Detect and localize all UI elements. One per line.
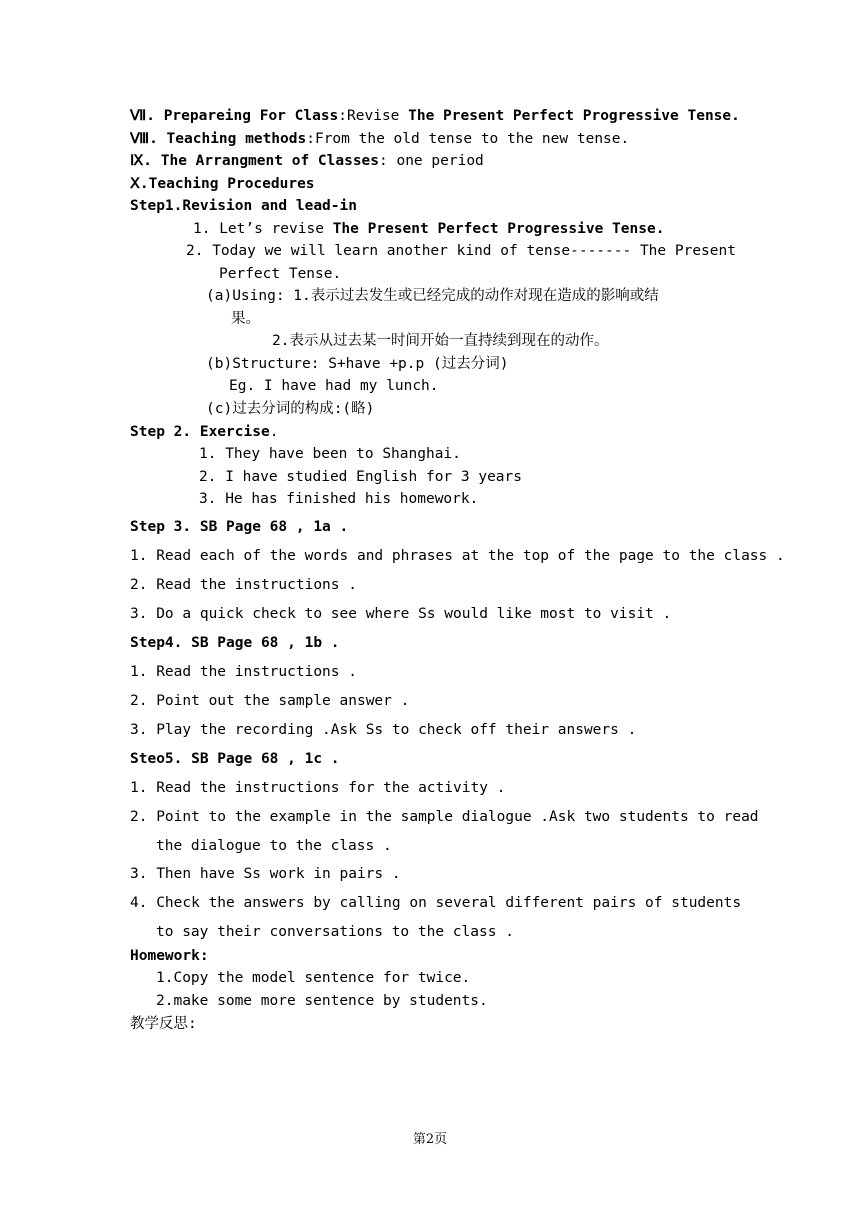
step1-b-line2: Eg. I have had my lunch. [229, 378, 439, 394]
section-viii-label: Ⅷ. Teaching methods [130, 131, 307, 147]
homework-item: 1.Copy the model sentence for twice. [156, 970, 471, 986]
step1-a-line2: 果。 [231, 311, 260, 327]
step2-heading-tail: . [269, 424, 279, 440]
step1-a-line1: (a)Using: 1.表示过去发生或已经完成的动作对现在造成的影响或结 [206, 288, 659, 304]
section-vii-label: Ⅶ. Prepareing For Class [130, 108, 339, 124]
homework-item: 2.make some more sentence by students. [156, 993, 488, 1009]
step4-heading: Step4. SB Page 68 , 1b . [130, 635, 340, 651]
step1-item-1-text: 1. Let’s revise [193, 221, 333, 237]
section-vii [130, 106, 740, 126]
step4-item: 1. Read the instructions . [130, 664, 357, 680]
step3-item: 1. Read each of the words and phrases at the top of the page to the class . [130, 548, 785, 564]
step1-b-line1: (b)Structure: S+have +p.p (过去分词) [206, 356, 509, 372]
step3-item: 2. Read the instructions . [130, 577, 357, 593]
step2-item: 3. He has finished his homework. [199, 491, 479, 507]
step1-item-2-line1: 2. Today we will learn another kind of tense------- The Present [186, 243, 736, 259]
step5-item: 3. Then have Ss work in pairs . [130, 866, 401, 882]
section-viii [130, 129, 629, 149]
section-vii-bold: The Present Perfect Progressive Tense. [408, 108, 740, 124]
step5-item-continuation: the dialogue to the class . [156, 838, 392, 854]
step1-a-line3: 2.表示从过去某一时间开始一直持续到现在的动作。 [272, 333, 609, 349]
teaching-reflection-label: 教学反思: [130, 1016, 197, 1032]
step3-item: 3. Do a quick check to see where Ss would like most to visit . [130, 606, 672, 622]
section-vii-text: :Revise [338, 108, 409, 124]
step4-item: 3. Play the recording .Ask Ss to check off their answers . [130, 722, 637, 738]
step5-item-continuation: to say their conversations to the class . [156, 924, 514, 940]
section-viii-text: :From the old tense to the new tense. [306, 131, 630, 147]
step4-item: 2. Point out the sample answer . [130, 693, 410, 709]
page-number: 第2页 [412, 1132, 448, 1147]
step1-heading: Step1.Revision and lead-in [130, 198, 357, 214]
section-ix [130, 151, 484, 171]
step5-heading: Steo5. SB Page 68 , 1c . [130, 751, 340, 767]
step1-item-1 [193, 219, 664, 239]
step1-item-1-bold: The Present Perfect Progressive Tense. [332, 221, 665, 237]
homework-heading: Homework: [130, 948, 209, 964]
step2-item: 2. I have studied English for 3 years [199, 469, 523, 485]
step5-item: 2. Point to the example in the sample dialogue .Ask two students to read [130, 809, 759, 825]
step2-item: 1. They have been to Shanghai. [199, 446, 461, 462]
section-ix-text: : one period [379, 153, 484, 169]
step3-heading: Step 3. SB Page 68 , 1a . [130, 519, 349, 535]
step1-c-line1: (c)过去分词的构成:(略) [206, 401, 375, 417]
step5-item: 1. Read the instructions for the activity . [130, 780, 506, 796]
step2-heading: Step 2. Exercise [130, 424, 270, 440]
section-ix-label: Ⅸ. The Arrangment of Classes [130, 153, 380, 169]
step2-heading-line [130, 422, 278, 442]
step1-item-2-line2: Perfect Tense. [219, 266, 342, 282]
step5-item: 4. Check the answers by calling on several different pairs of students [130, 895, 742, 911]
section-x-heading: Ⅹ.Teaching Procedures [130, 176, 315, 192]
